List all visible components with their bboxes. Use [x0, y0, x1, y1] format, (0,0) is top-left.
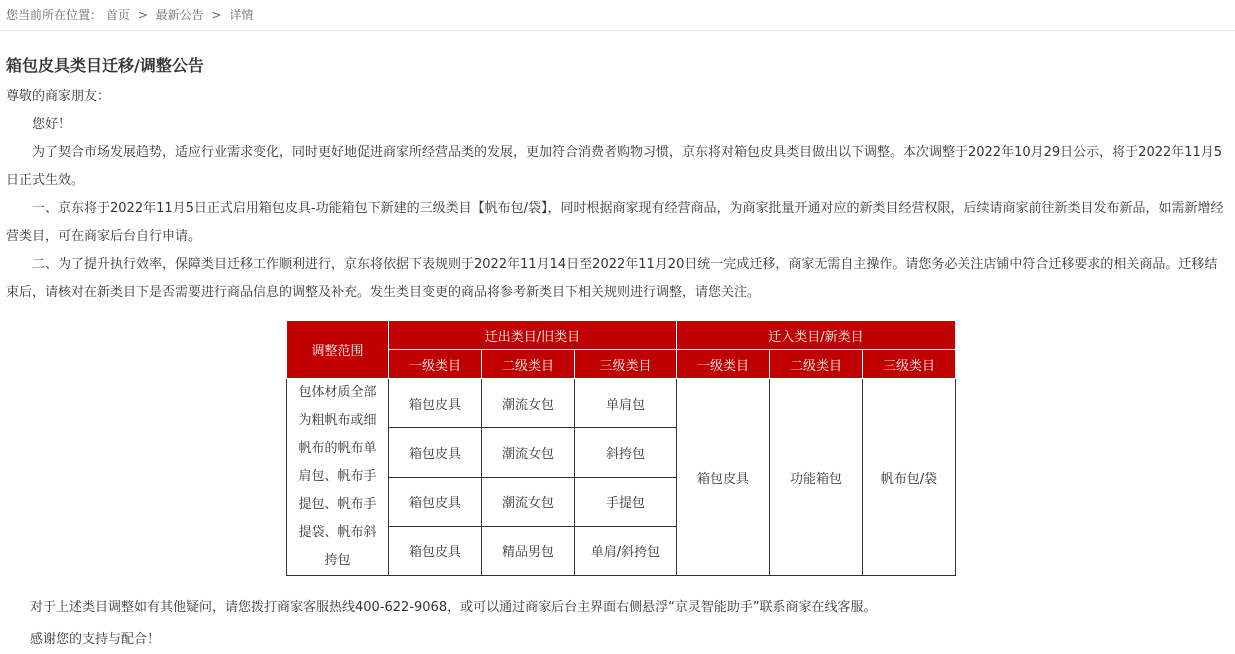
thanks-line: 感谢您的支持与配合！ — [30, 632, 161, 647]
breadcrumb-notices-link[interactable]: 最新公告 — [155, 8, 204, 22]
table-cell: 潮流女包 — [482, 477, 575, 526]
old-level3-header: 三级类目 — [575, 350, 677, 379]
new-category-header: 迁入类目/新类目 — [677, 321, 956, 350]
contact-line: 对于上述类目调整如有其他疑问，请您拨打商家客服热线400-622-9068，或可以通过商家后台主界面右侧悬浮“京灵智能助手”联系商家在线客服。 — [30, 600, 877, 615]
category-migration-table — [286, 320, 956, 576]
scope-cell: 包体材质全部为粗帆布或细帆布的帆布单肩包、帆布手提包、帆布手提袋、帆布斜挎包 — [287, 379, 389, 576]
breadcrumb-separator: > — [137, 8, 148, 22]
category-table-container — [6, 307, 1229, 590]
new-level1-header: 一级类目 — [677, 350, 770, 379]
old-category-header: 迁出类目/旧类目 — [389, 321, 677, 350]
table-cell: 手提包 — [575, 477, 677, 526]
scope-header: 调整范围 — [287, 321, 389, 379]
table-cell: 箱包皮具 — [389, 477, 482, 526]
breadcrumb — [0, 0, 1235, 31]
page-title: 箱包皮具类目迁移/调整公告 — [6, 56, 204, 75]
new-level3-header: 三级类目 — [863, 350, 956, 379]
table-cell: 箱包皮具 — [389, 428, 482, 477]
table-cell: 潮流女包 — [482, 379, 575, 428]
section-two-paragraph: 二、为了提升执行效率，保障类目迁移工作顺利进行，京东将依据下表规则于2022年11月14日至2022年11月20日统一完成迁移，商家无需自主操作。请您务必关注店铺中符合迁移要求的相关商品。迁移结束后，请核对在新类目下是否需要进行商品信息的调整及补充。发生类目变更的商品将参考新类目下相关规则进行调整，请您关注。 — [6, 257, 1218, 300]
new-level1-cell: 箱包皮具 — [677, 379, 770, 576]
table-cell: 箱包皮具 — [389, 379, 482, 428]
hello-line: 您好！ — [32, 117, 72, 132]
intro-paragraph: 为了契合市场发展趋势，适应行业需求变化，同时更好地促进商家所经营品类的发展，更加符合消费者购物习惯，京东将对箱包皮具类目做出以下调整。本次调整于2022年10月29日公示，将于2022年11月5日正式生效。 — [6, 145, 1223, 188]
new-level2-cell: 功能箱包 — [770, 379, 863, 576]
greeting: 尊敬的商家朋友： — [6, 89, 111, 104]
table-cell: 斜挎包 — [575, 428, 677, 477]
notice-content — [0, 31, 1235, 654]
table-cell: 潮流女包 — [482, 428, 575, 477]
section-one-paragraph: 一、京东将于2022年11月5日正式启用箱包皮具-功能箱包下新建的三级类目【帆布包/袋】，同时根据商家现有经营商品，为商家批量开通对应的新类目经营权限，后续请商家前往新类目发布新品，如需新增经营类目，可在商家后台自行申请。 — [6, 201, 1224, 244]
old-level1-header: 一级类目 — [389, 350, 482, 379]
new-level3-cell: 帆布包/袋 — [863, 379, 956, 576]
table-cell: 箱包皮具 — [389, 526, 482, 575]
breadcrumb-home-link[interactable]: 首页 — [105, 8, 130, 22]
table-cell: 单肩/斜挎包 — [575, 526, 677, 575]
breadcrumb-current: 详情 — [229, 8, 254, 22]
table-row — [287, 379, 956, 428]
breadcrumb-separator: > — [211, 8, 222, 22]
table-cell: 单肩包 — [575, 379, 677, 428]
new-level2-header: 二级类目 — [770, 350, 863, 379]
old-level2-header: 二级类目 — [482, 350, 575, 379]
table-cell: 精品男包 — [482, 526, 575, 575]
breadcrumb-prefix: 您当前所在位置： — [6, 8, 103, 22]
